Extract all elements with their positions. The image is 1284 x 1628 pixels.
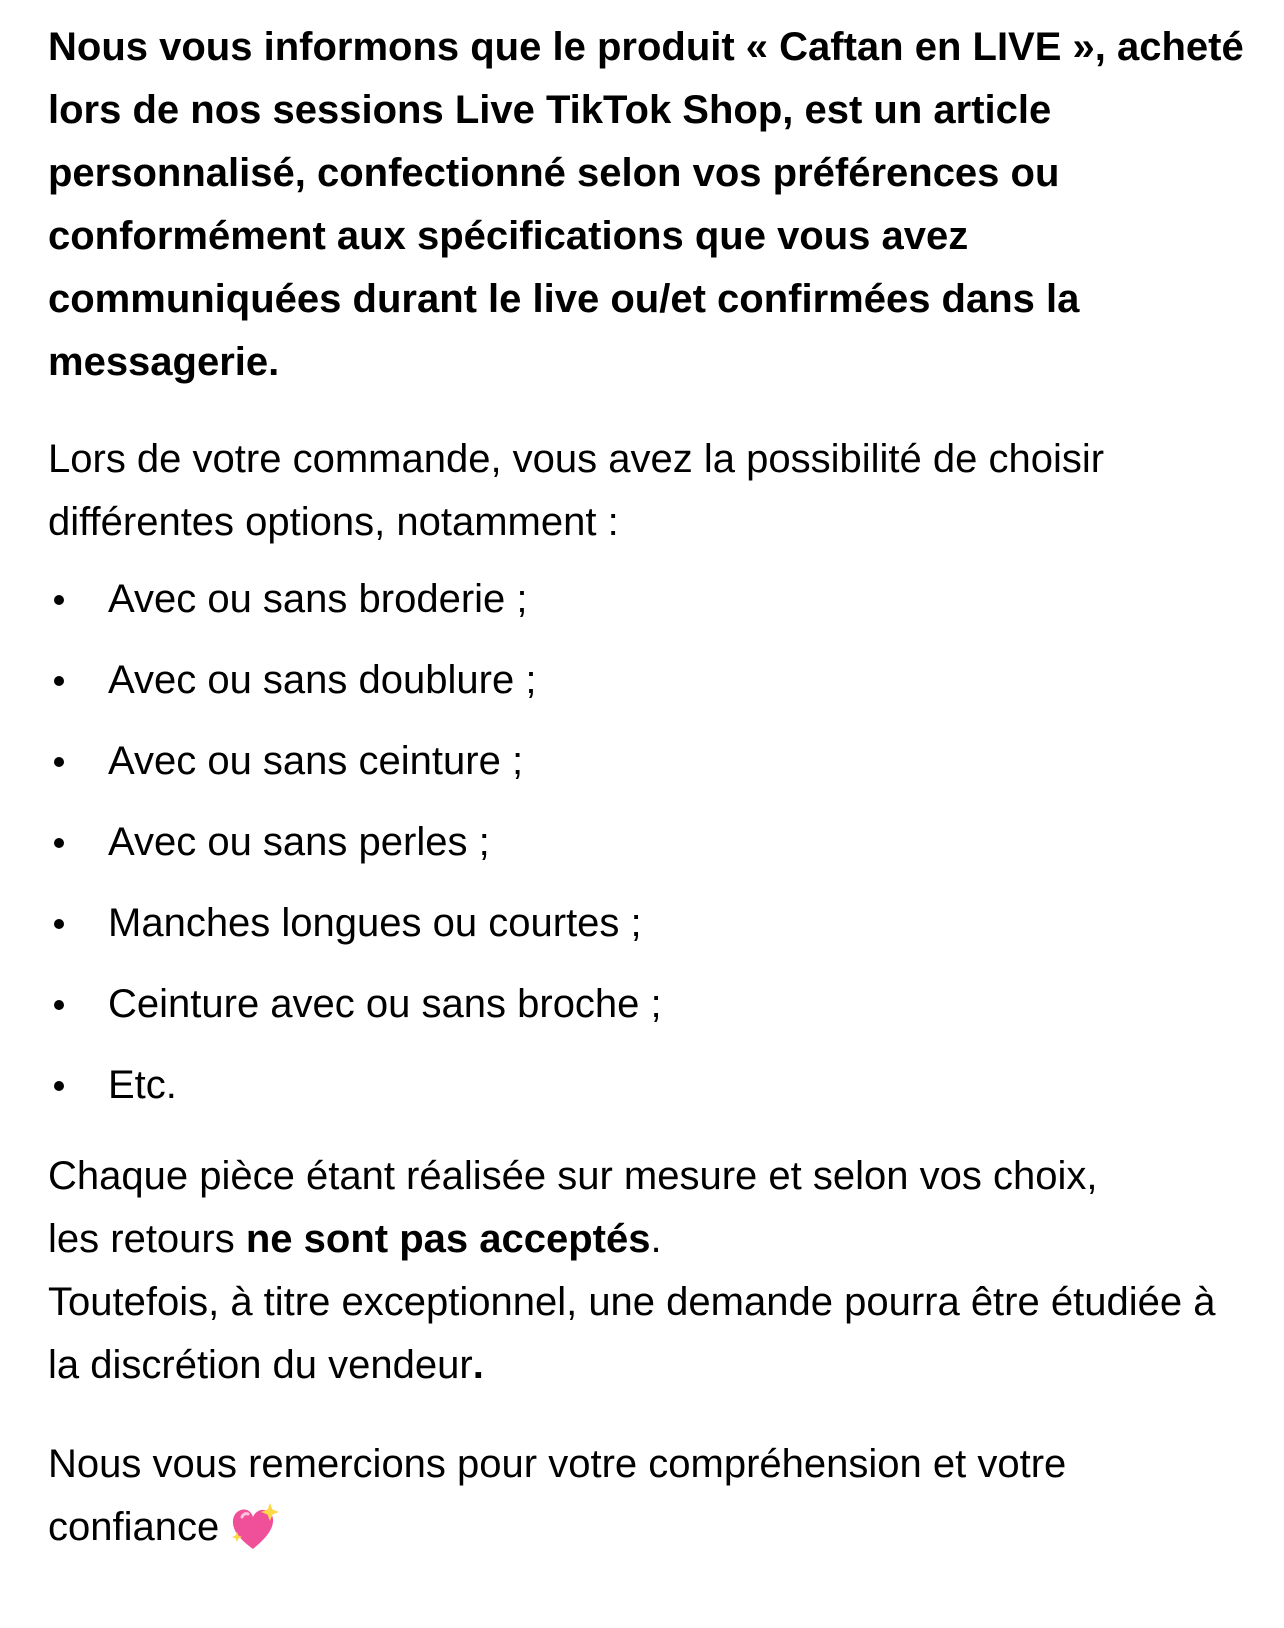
sparkling-heart-icon	[229, 1502, 281, 1552]
list-item	[48, 649, 1248, 712]
message-body	[48, 16, 1248, 1559]
returns-exception: Toutefois, à titre exceptionnel, une demande pourra être étudiée à la discrétion du vendeur	[48, 1280, 1216, 1387]
bullet	[48, 1081, 108, 1091]
list-item	[48, 1054, 1248, 1117]
bullet	[48, 676, 108, 686]
option-label: Avec ou sans perles ;	[108, 820, 490, 864]
option-label: Avec ou sans ceinture ;	[108, 739, 524, 783]
option-label: Etc.	[108, 1063, 177, 1107]
list-item	[48, 892, 1248, 955]
bullet	[48, 595, 108, 605]
closing-paragraph	[48, 1433, 1248, 1559]
bullet	[48, 1000, 108, 1010]
returns-line-2-prefix: les retours	[48, 1217, 246, 1261]
returns-not-accepted: ne sont pas acceptés	[245, 1217, 651, 1261]
returns-line-2-suffix: .	[650, 1217, 662, 1261]
list-item	[48, 811, 1248, 874]
list-item	[48, 730, 1248, 793]
options-intro: Lors de votre commande, vous avez la possibilité de choisir différentes options, notamment :	[48, 437, 1105, 544]
bullet	[48, 757, 108, 767]
list-item	[48, 973, 1248, 1036]
options-list	[48, 568, 1248, 1117]
list-item	[48, 568, 1248, 631]
option-label: Avec ou sans broderie ;	[108, 577, 528, 621]
intro-paragraph: Nous vous informons que le produit « Caftan en LIVE », acheté lors de nos sessions Live TikTok Shop, est un article personnalisé, confectionné selon vos préférences ou conformément aux spécifications que vous avez communiquées durant le live ou/et confirmées dans la messagerie.	[48, 25, 1244, 384]
closing-text: Nous vous remercions pour votre compréhension et votre confiance	[48, 1442, 1067, 1549]
bullet	[48, 838, 108, 848]
option-label: Avec ou sans doublure ;	[108, 658, 537, 702]
option-label: Manches longues ou courtes ;	[108, 901, 642, 945]
returns-line-1: Chaque pièce étant réalisée sur mesure et selon vos choix,	[48, 1154, 1098, 1198]
returns-exception-end: .	[472, 1343, 484, 1387]
bullet	[48, 919, 108, 929]
returns-paragraph	[48, 1145, 1248, 1397]
option-label: Ceinture avec ou sans broche ;	[108, 982, 662, 1026]
